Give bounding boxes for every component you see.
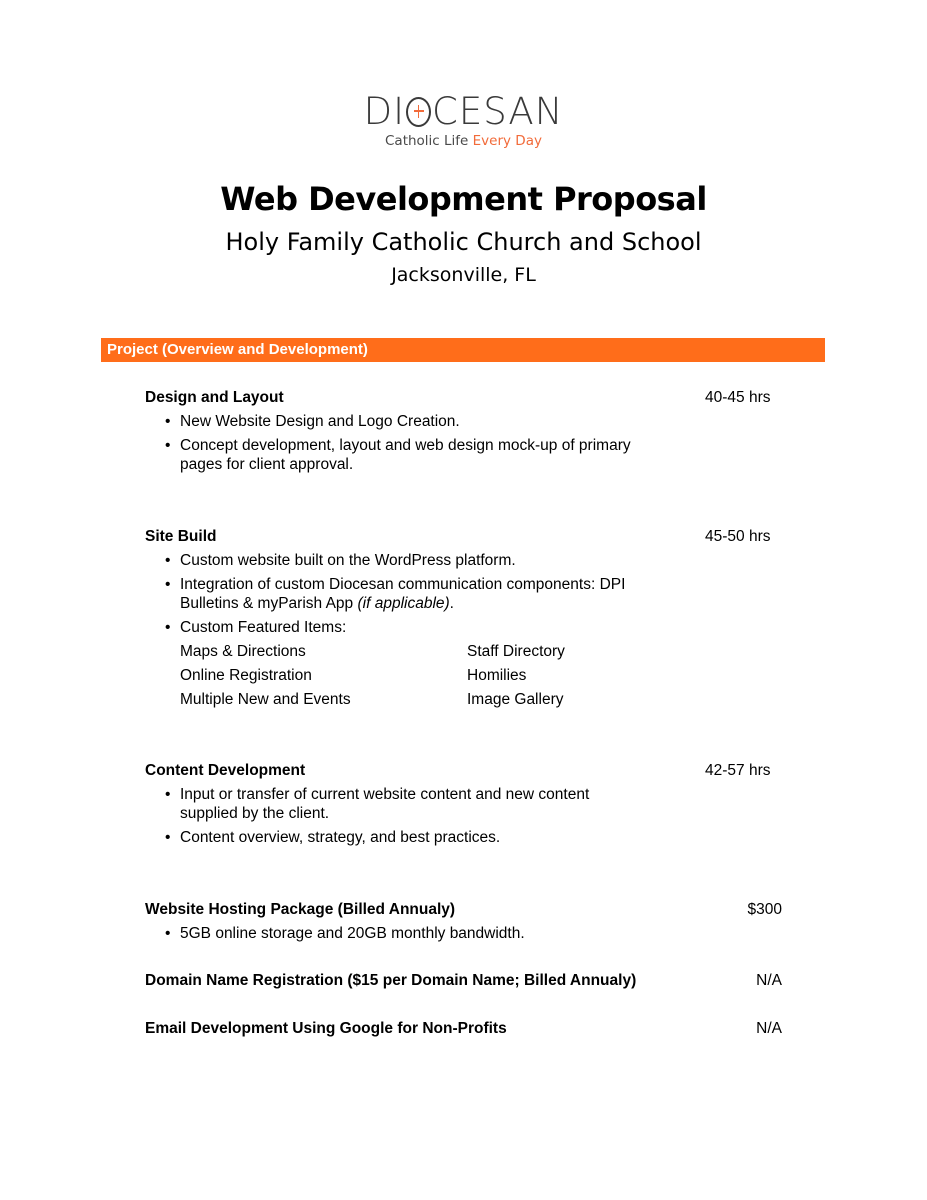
featured-item: Staff Directory (467, 643, 565, 660)
page-location: Jacksonville, FL (391, 264, 536, 286)
hosting-title: Website Hosting Package (Billed Annualy) (145, 901, 456, 918)
featured-item: Multiple New and Events (180, 691, 351, 708)
content-section (145, 761, 785, 852)
page-subtitle: Holy Family Catholic Church and School (225, 228, 702, 256)
design-bullets (145, 412, 785, 474)
content-hours: 42-57 hrs (705, 762, 771, 779)
design-hours: 40-45 hrs (705, 389, 771, 406)
featured-item: Homilies (467, 667, 527, 684)
domain-title: Domain Name Registration ($15 per Domain Name; Billed Annualy) (145, 972, 637, 989)
email-price: N/A (756, 1020, 782, 1037)
list-item: • Concept development, layout and web design mock-up of primary pages for client approval. (145, 436, 650, 474)
list-item: • Custom Featured Items: (145, 618, 650, 637)
email-section (145, 1019, 785, 1039)
build-title: Site Build (145, 528, 217, 545)
build-bullets (145, 551, 785, 637)
domain-price: N/A (756, 972, 782, 989)
content-title: Content Development (145, 762, 306, 779)
tagline-main: Catholic Life (385, 133, 473, 149)
featured-items-grid (180, 642, 785, 709)
bullet-italic: (if applicable) (357, 595, 450, 612)
domain-section (145, 971, 785, 991)
hosting-heading (145, 900, 785, 920)
featured-item: Maps & Directions (180, 643, 306, 660)
section-bar: Project (Overview and Development) (101, 338, 825, 362)
hosting-price: $300 (747, 901, 782, 918)
domain-heading (145, 971, 785, 991)
featured-item: Online Registration (180, 667, 312, 684)
build-heading (145, 527, 785, 547)
list-item: • Content overview, strategy, and best practices. (145, 828, 650, 847)
logo-tagline (0, 133, 927, 149)
hosting-section (145, 900, 785, 948)
logo-wordmark-right: CESAN (432, 90, 564, 133)
list-item: • 5GB online storage and 20GB monthly bandwidth. (145, 924, 650, 943)
list-item: • Custom website built on the WordPress platform. (145, 551, 650, 570)
design-section (145, 388, 785, 479)
email-heading (145, 1019, 785, 1039)
logo-wordmark (363, 90, 564, 133)
design-title: Design and Layout (145, 389, 284, 406)
page-title: Web Development Proposal (220, 180, 707, 218)
design-heading (145, 388, 785, 408)
logo-wordmark-left: DI (363, 90, 406, 133)
email-title: Email Development Using Google for Non-Profits (145, 1020, 507, 1037)
build-section (145, 527, 785, 709)
list-item (145, 575, 650, 613)
bullet-period: . (449, 595, 454, 612)
build-hours: 45-50 hrs (705, 528, 771, 545)
featured-item: Image Gallery (467, 691, 564, 708)
list-item: • Input or transfer of current website content and new content supplied by the client. (145, 785, 650, 823)
cross-icon (406, 97, 431, 127)
content-heading (145, 761, 785, 781)
diocesan-logo (0, 90, 927, 149)
bullet-text: Integration of custom Diocesan communication components: DPI Bulletins & myParish App (180, 576, 626, 612)
tagline-accent: Every Day (472, 133, 542, 149)
list-item: • New Website Design and Logo Creation. (145, 412, 650, 431)
hosting-bullets (145, 924, 785, 943)
content-bullets (145, 785, 785, 847)
